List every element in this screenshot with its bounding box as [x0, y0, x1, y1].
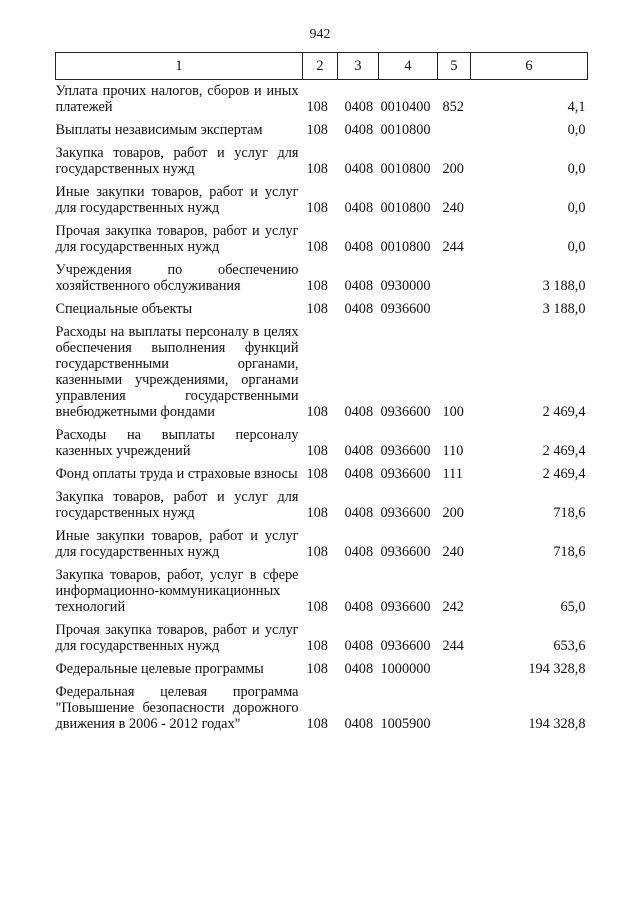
row-code-2: 108 — [306, 716, 328, 732]
row-amount: 718,6 — [553, 544, 586, 560]
row-code-2: 108 — [306, 99, 328, 115]
table-body — [56, 80, 588, 737]
row-code-4: 1005900 — [380, 716, 431, 732]
row-code-3: 0408 — [344, 466, 374, 482]
row-code-2: 108 — [306, 301, 328, 317]
row-amount: 0,0 — [567, 239, 586, 255]
row-code-2: 108 — [306, 544, 328, 560]
row-code-5 — [438, 259, 471, 298]
row-name: Расходы на выплаты персоналу в целях обеспечения выполнения функций государственными органами, казенными учреждениями, органами управления государственными внебюджетными фондами — [55, 324, 299, 420]
row-code-4: 0936600 — [380, 599, 431, 615]
row-code-3: 0408 — [344, 200, 374, 216]
row-amount: 653,6 — [553, 638, 586, 654]
row-code-3: 0408 — [344, 443, 374, 459]
row-code-2: 108 — [306, 638, 328, 654]
row-code-2: 108 — [306, 239, 328, 255]
row-code-4: 0936600 — [380, 404, 431, 420]
row-name: Прочая закупка товаров, работ и услуг для государственных нужд — [55, 622, 299, 654]
row-code-5 — [438, 681, 471, 736]
row-name: Фонд оплаты труда и страховые взносы — [55, 466, 298, 482]
row-name: Иные закупки товаров, работ и услуг для государственных нужд — [55, 184, 299, 216]
row-code-5: 242 — [442, 599, 464, 615]
row-code-5: 240 — [442, 544, 464, 560]
row-code-3: 0408 — [344, 161, 374, 177]
row-code-5: 100 — [442, 404, 464, 420]
table-row — [56, 658, 588, 681]
row-code-4: 0930000 — [380, 278, 431, 294]
row-name: Прочая закупка товаров, работ и услуг для государственных нужд — [55, 223, 299, 255]
row-amount: 0,0 — [567, 200, 586, 216]
row-code-4: 1000000 — [380, 661, 431, 677]
row-code-3: 0408 — [344, 239, 374, 255]
row-code-3: 0408 — [344, 404, 374, 420]
row-code-4: 0936600 — [380, 443, 431, 459]
column-header-5: 5 — [438, 53, 471, 80]
row-code-5: 244 — [442, 239, 464, 255]
column-header-6: 6 — [471, 53, 588, 80]
row-code-2: 108 — [306, 278, 328, 294]
row-code-3: 0408 — [344, 599, 374, 615]
row-code-2: 108 — [306, 466, 328, 482]
row-name: Закупка товаров, работ и услуг для государственных нужд — [55, 489, 299, 521]
row-name: Специальные объекты — [55, 301, 193, 317]
row-code-3: 0408 — [344, 99, 374, 115]
table-row — [56, 486, 588, 525]
row-amount: 2 469,4 — [542, 466, 586, 482]
row-code-2: 108 — [306, 505, 328, 521]
row-name: Уплата прочих налогов, сборов и иных платежей — [55, 83, 299, 115]
row-amount: 2 469,4 — [542, 443, 586, 459]
row-code-5: 240 — [442, 200, 464, 216]
page-number: 942 — [309, 27, 331, 42]
row-amount: 2 469,4 — [542, 404, 586, 420]
table-row — [56, 142, 588, 181]
table-row — [56, 463, 588, 486]
row-amount: 0,0 — [567, 122, 586, 138]
row-code-5: 244 — [442, 638, 464, 654]
row-code-4: 0936600 — [380, 505, 431, 521]
table-row — [56, 424, 588, 463]
row-amount: 194 328,8 — [528, 661, 586, 677]
row-code-2: 108 — [306, 443, 328, 459]
table-row — [56, 525, 588, 564]
row-name: Расходы на выплаты персоналу казенных учреждений — [55, 427, 299, 459]
row-code-2: 108 — [306, 122, 328, 138]
row-code-4: 0010800 — [380, 161, 431, 177]
row-code-4: 0936600 — [380, 544, 431, 560]
row-code-4: 0936600 — [380, 638, 431, 654]
row-name: Выплаты независимым экспертам — [55, 122, 263, 138]
row-name: Федеральная целевая программа "Повышение безопасности дорожного движения в 2006 - 2012 годах" — [55, 684, 299, 732]
row-code-2: 108 — [306, 661, 328, 677]
row-code-3: 0408 — [344, 544, 374, 560]
row-code-3: 0408 — [344, 661, 374, 677]
row-code-5 — [438, 119, 471, 142]
row-amount: 0,0 — [567, 161, 586, 177]
row-amount: 4,1 — [567, 99, 586, 115]
row-code-4: 0010800 — [380, 200, 431, 216]
row-code-5: 200 — [442, 505, 464, 521]
row-amount: 718,6 — [553, 505, 586, 521]
budget-table — [55, 52, 588, 736]
row-code-3: 0408 — [344, 638, 374, 654]
table-header-row — [56, 53, 588, 80]
table-row — [56, 80, 588, 120]
table-row — [56, 564, 588, 619]
table-row — [56, 259, 588, 298]
column-header-4: 4 — [379, 53, 438, 80]
row-code-5 — [438, 658, 471, 681]
row-name: Закупка товаров, работ, услуг в сфере информационно-коммуникационных технологий — [55, 567, 299, 615]
row-code-3: 0408 — [344, 301, 374, 317]
table-row — [56, 119, 588, 142]
row-code-2: 108 — [306, 404, 328, 420]
column-header-2: 2 — [303, 53, 338, 80]
row-code-2: 108 — [306, 599, 328, 615]
row-code-4: 0936600 — [380, 466, 431, 482]
row-amount: 3 188,0 — [542, 301, 586, 317]
column-header-1: 1 — [56, 53, 303, 80]
row-name: Закупка товаров, работ и услуг для государственных нужд — [55, 145, 299, 177]
table-row — [56, 181, 588, 220]
row-code-5 — [438, 298, 471, 321]
row-code-2: 108 — [306, 161, 328, 177]
row-code-2: 108 — [306, 200, 328, 216]
row-code-5: 111 — [442, 466, 463, 482]
row-code-3: 0408 — [344, 505, 374, 521]
row-code-5: 852 — [442, 99, 464, 115]
row-code-4: 0936600 — [380, 301, 431, 317]
row-code-3: 0408 — [344, 278, 374, 294]
table-row — [56, 321, 588, 424]
row-name: Учреждения по обеспечению хозяйственного обслуживания — [55, 262, 299, 294]
row-amount: 194 328,8 — [528, 716, 586, 732]
row-amount: 3 188,0 — [542, 278, 586, 294]
row-code-3: 0408 — [344, 716, 374, 732]
table-row — [56, 298, 588, 321]
row-code-5: 200 — [442, 161, 464, 177]
row-code-4: 0010800 — [380, 122, 431, 138]
table-row — [56, 220, 588, 259]
row-name: Федеральные целевые программы — [55, 661, 264, 677]
row-code-3: 0408 — [344, 122, 374, 138]
row-code-5: 110 — [442, 443, 464, 459]
row-code-4: 0010800 — [380, 239, 431, 255]
row-name: Иные закупки товаров, работ и услуг для государственных нужд — [55, 528, 299, 560]
row-code-4: 0010400 — [380, 99, 431, 115]
table-row — [56, 619, 588, 658]
table-row — [56, 681, 588, 736]
row-amount: 65,0 — [560, 599, 586, 615]
column-header-3: 3 — [338, 53, 379, 80]
